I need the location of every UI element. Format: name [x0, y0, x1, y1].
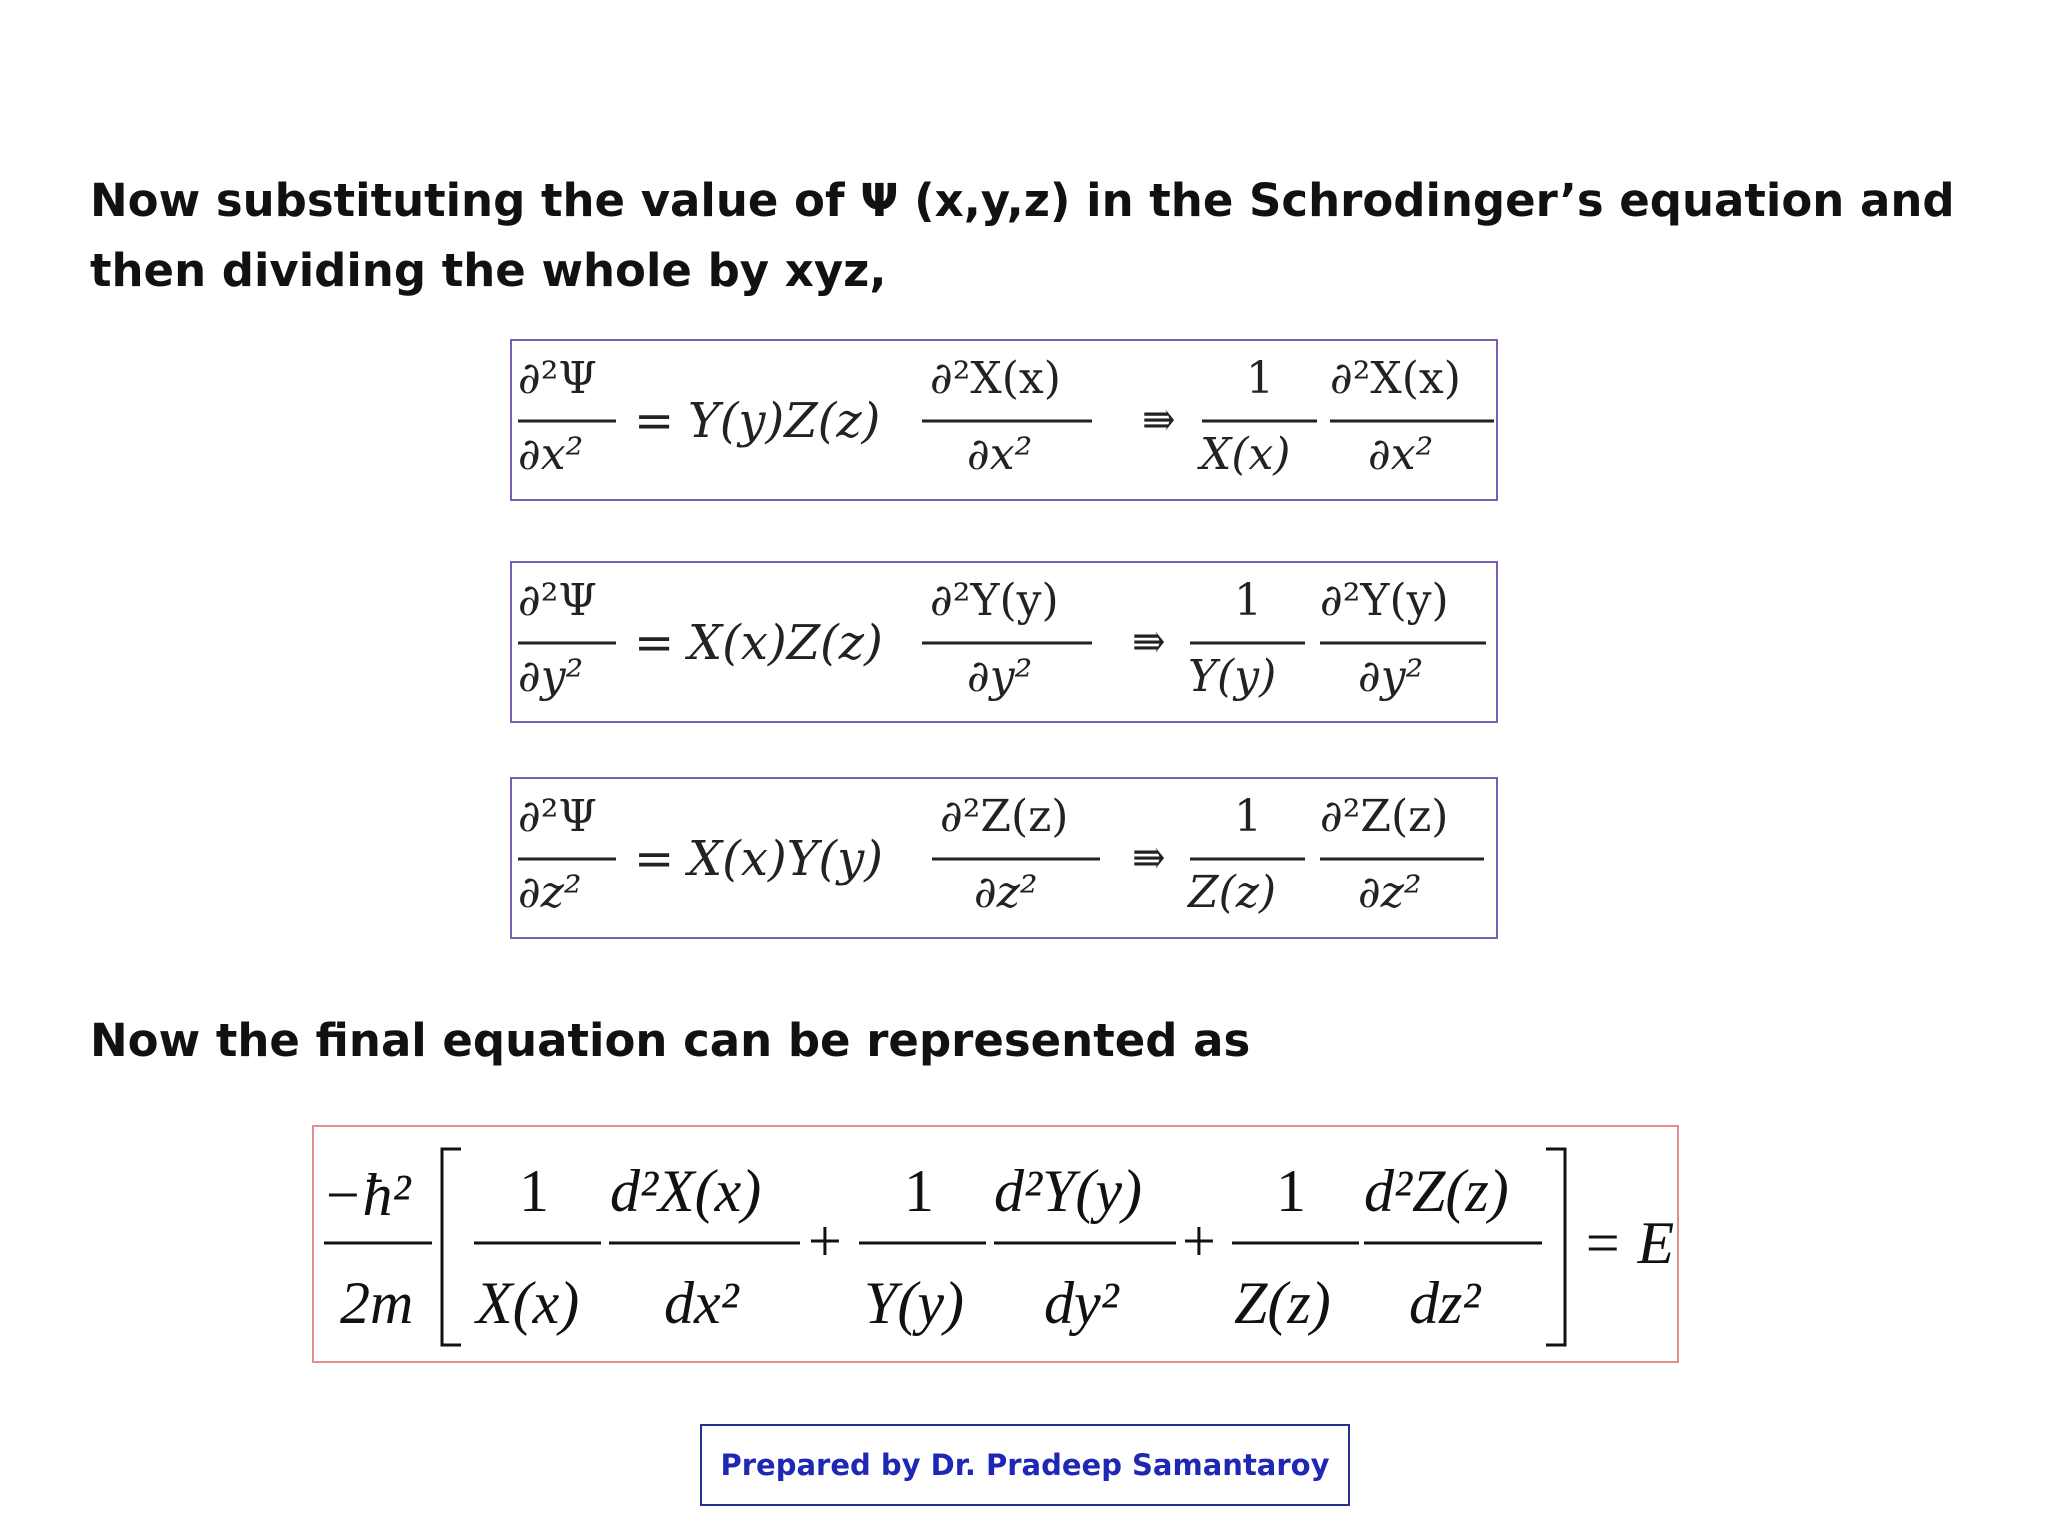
term-y-numerator: d²Y(y): [994, 1158, 1142, 1224]
right-one-denominator: Y(y): [1188, 651, 1277, 702]
equation-y-box: [510, 561, 1498, 723]
final-heading-text: Now the final equation can be represented as: [90, 1014, 1251, 1067]
lhs-numerator: ∂²Ψ: [518, 791, 597, 842]
footer-credit: Prepared by Dr. Pradeep Samantaroy: [720, 1448, 1330, 1482]
right-numerator: ∂²X(x): [1330, 353, 1461, 404]
prefactor-numerator: −ħ²: [322, 1162, 411, 1228]
term-y-func: Y(y): [864, 1270, 964, 1336]
right-one-numerator: 1: [1234, 791, 1262, 842]
factors: X(x)Z(z): [688, 615, 883, 671]
right-one-denominator: X(x): [1200, 429, 1291, 480]
left-bracket: [442, 1149, 461, 1345]
intro-text-content: Now substituting the value of Ψ (x,y,z) in the Schrodinger’s equation and then dividing the whole by xyz,: [90, 174, 1955, 297]
right-one-numerator: 1: [1234, 575, 1262, 626]
equals-sign: =: [634, 393, 675, 449]
term-x-one: 1: [519, 1158, 549, 1224]
right-denominator: ∂x²: [1368, 429, 1434, 480]
final-equation: [314, 1127, 1677, 1361]
term-y-one: 1: [904, 1158, 934, 1224]
right-denominator: ∂z²: [1358, 867, 1422, 918]
equation-y: [512, 563, 1496, 721]
plus-sign-1: +: [808, 1208, 842, 1274]
term-x-numerator: d²X(x): [610, 1158, 762, 1224]
implies-arrow: ⇛: [1132, 835, 1166, 881]
plus-sign-2: +: [1182, 1208, 1216, 1274]
mid-denominator: ∂y²: [967, 651, 1033, 702]
implies-arrow: ⇛: [1132, 619, 1166, 665]
equation-z-box: [510, 777, 1498, 939]
equation-z: [512, 779, 1496, 937]
mid-denominator: ∂z²: [974, 867, 1038, 918]
right-one-numerator: 1: [1246, 353, 1274, 404]
rhs-energy: = E: [1582, 1210, 1675, 1276]
term-z-numerator: d²Z(z): [1364, 1158, 1509, 1224]
factors: Y(y)Z(z): [688, 393, 881, 449]
term-z-denominator: dz²: [1409, 1270, 1481, 1336]
right-numerator: ∂²Z(z): [1320, 791, 1449, 842]
lhs-denominator: ∂x²: [518, 429, 584, 480]
mid-numerator: ∂²Y(y): [930, 575, 1059, 626]
equation-x: [512, 341, 1496, 499]
term-x-func: X(x): [476, 1270, 580, 1336]
right-denominator: ∂y²: [1358, 651, 1424, 702]
final-heading: [90, 1006, 1250, 1076]
mid-numerator: ∂²X(x): [930, 353, 1061, 404]
right-one-denominator: Z(z): [1188, 867, 1277, 918]
equals-sign: =: [634, 831, 675, 887]
right-bracket: [1546, 1149, 1565, 1345]
term-y-denominator: dy²: [1044, 1270, 1119, 1336]
lhs-denominator: ∂y²: [518, 651, 584, 702]
term-z-func: Z(z): [1234, 1270, 1331, 1336]
mid-numerator: ∂²Z(z): [940, 791, 1069, 842]
implies-arrow: ⇛: [1142, 397, 1176, 443]
lhs-numerator: ∂²Ψ: [518, 353, 597, 404]
term-x-denominator: dx²: [664, 1270, 739, 1336]
equation-x-box: [510, 339, 1498, 501]
equals-sign: =: [634, 615, 675, 671]
prefactor-denominator: 2m: [340, 1270, 414, 1336]
footer-credit-box: [700, 1424, 1350, 1506]
lhs-denominator: ∂z²: [518, 867, 582, 918]
lhs-numerator: ∂²Ψ: [518, 575, 597, 626]
right-numerator: ∂²Y(y): [1320, 575, 1449, 626]
intro-text: [90, 166, 1970, 306]
term-z-one: 1: [1276, 1158, 1306, 1224]
final-equation-box: [312, 1125, 1679, 1363]
mid-denominator: ∂x²: [967, 429, 1033, 480]
factors: X(x)Y(y): [688, 831, 883, 887]
